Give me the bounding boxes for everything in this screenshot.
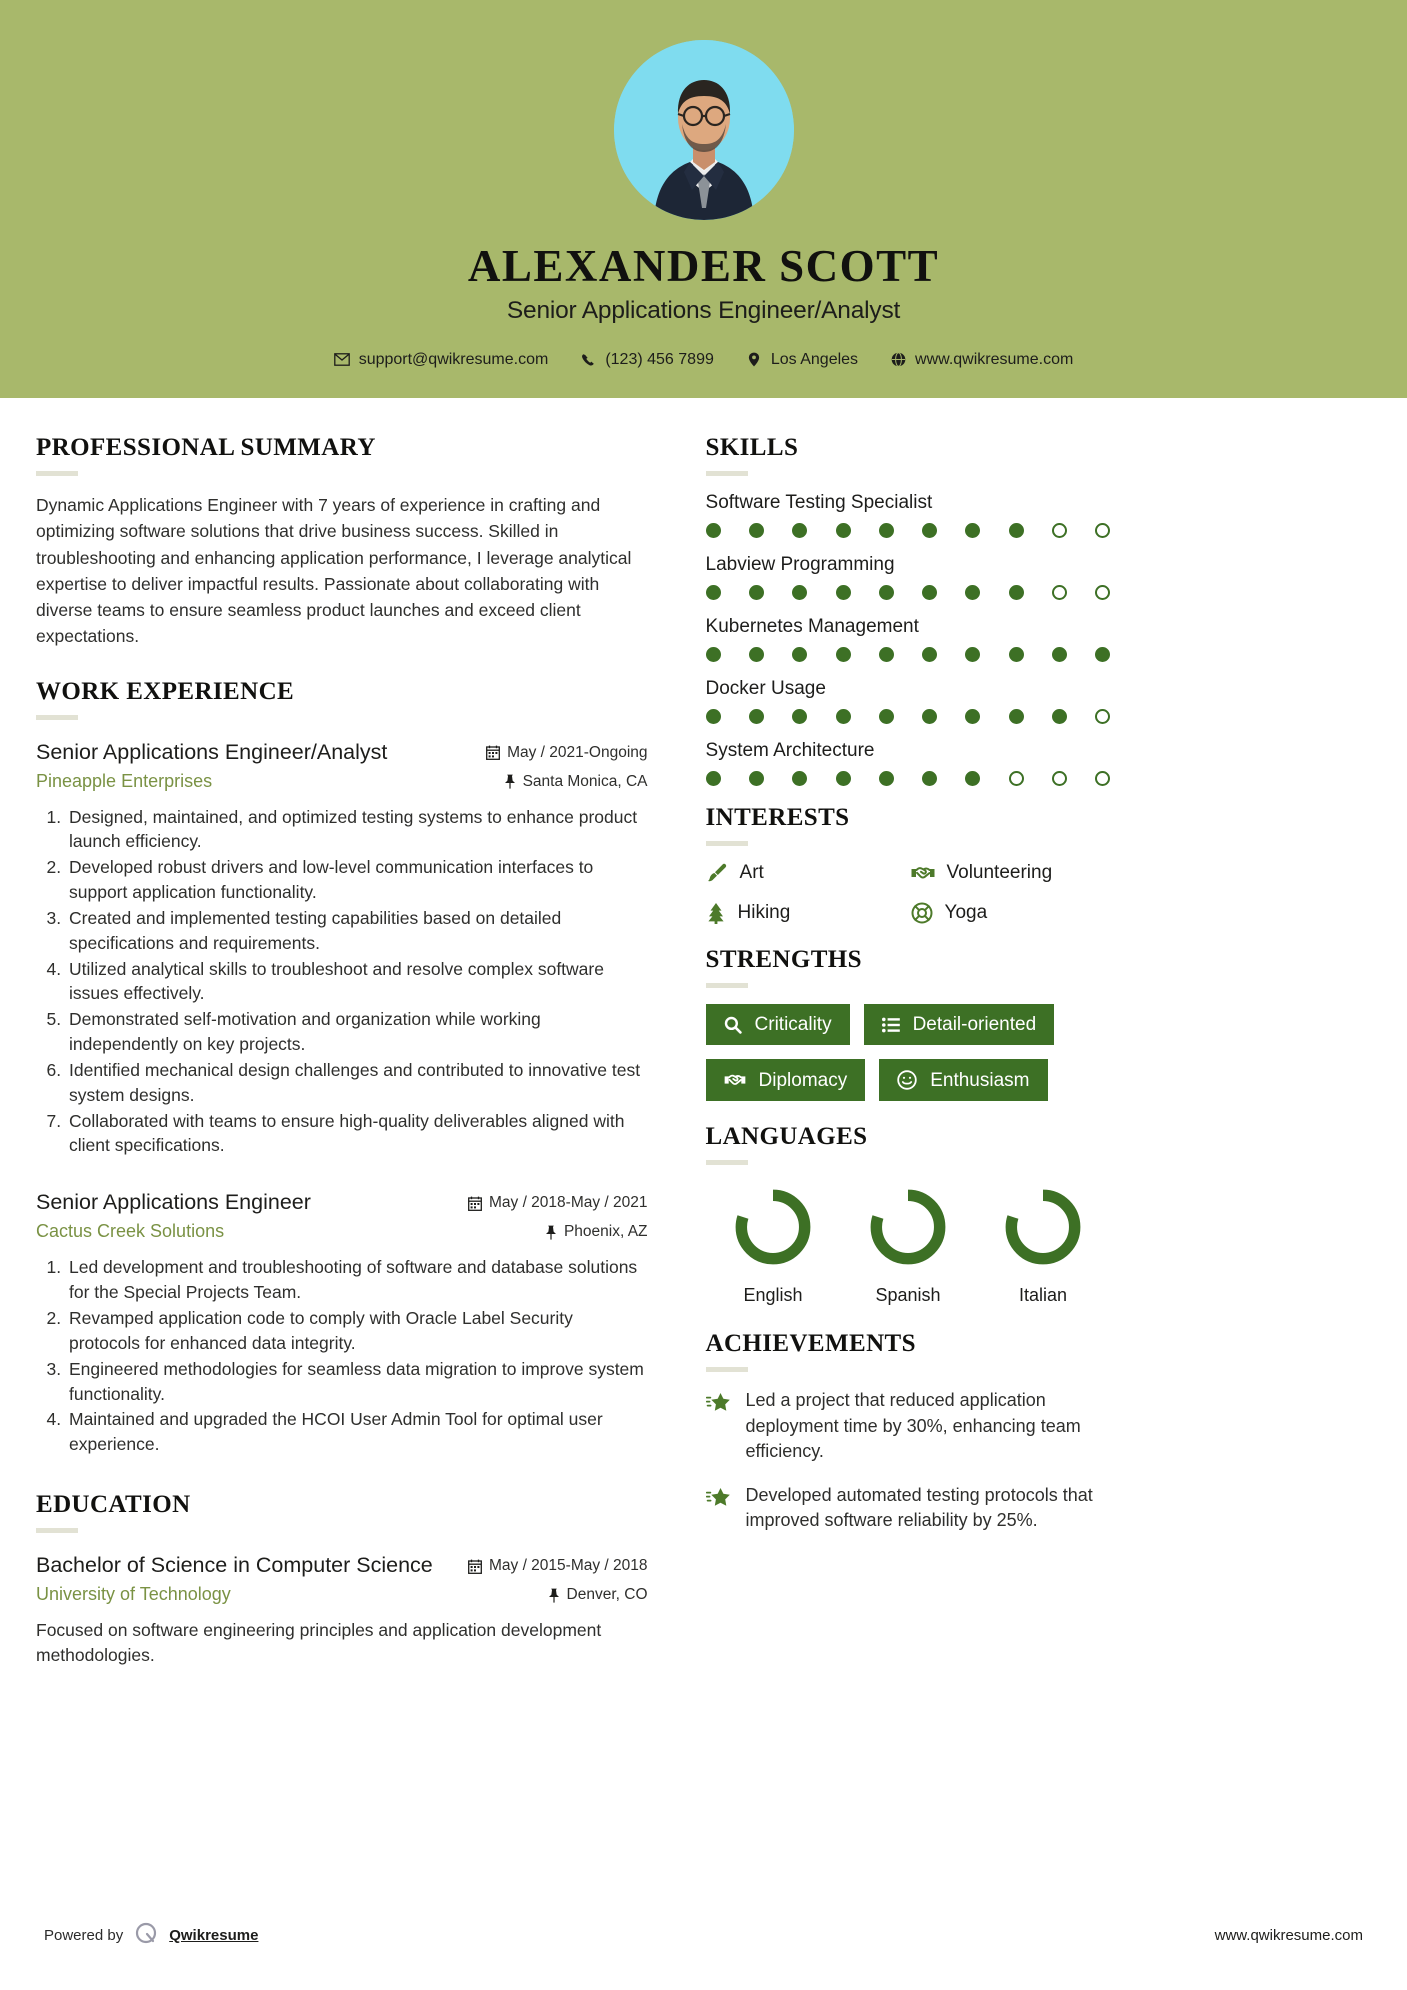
section-rule — [706, 841, 748, 846]
calendar-icon — [486, 745, 500, 760]
skill-dot-filled — [922, 647, 937, 662]
skill-dot-filled — [836, 585, 851, 600]
page-footer — [0, 1880, 1407, 1990]
section-education — [36, 1491, 648, 1669]
strength-label: Diplomacy — [758, 1069, 848, 1091]
work-organization: Pineapple Enterprises — [36, 770, 213, 791]
skill-dot-empty — [1095, 523, 1110, 538]
skill-dot-filled — [706, 771, 721, 786]
work-dates — [486, 744, 647, 762]
skill-dot-filled — [749, 709, 764, 724]
skill-dot-filled — [1095, 647, 1110, 662]
summary-text: Dynamic Applications Engineer with 7 years of experience in crafting and optimizing software solutions that drive business success. Skilled in troubleshooting and enhancing application performance, I leverage analytical expertise to deliver impactful results. Passionate about collaborating with diverse teams to ensure seamless product launches and exceed client expectations. — [36, 495, 632, 647]
skill-dot-filled — [749, 771, 764, 786]
skill-dot-filled — [879, 585, 894, 600]
skill-dot-filled — [1009, 647, 1024, 662]
languages-list — [706, 1183, 1371, 1306]
strength-label: Detail-oriented — [912, 1014, 1037, 1035]
skill-dot-empty — [1095, 771, 1110, 786]
language-progress-ring — [864, 1183, 952, 1271]
skill-dot-filled — [1052, 709, 1067, 724]
skill-name: Docker Usage — [705, 678, 826, 699]
skill-rating — [706, 585, 1111, 600]
skill-rating — [706, 647, 1111, 662]
skill-dot-filled — [879, 771, 894, 786]
section-professional-summary — [36, 434, 648, 650]
skill-dot-filled — [879, 523, 894, 538]
right-column — [672, 398, 1371, 1669]
bullet-item: 6. Identified mechanical design challenges and contributed to innovative test system designs. — [66, 1058, 648, 1108]
skill-item — [706, 740, 1371, 786]
bullet-item: 1. Designed, maintained, and optimized testing systems to enhance product launch efficiency. — [66, 805, 648, 855]
handshake-icon — [911, 863, 935, 883]
skill-dot-filled — [836, 771, 851, 786]
achievement-text: Led a project that reduced application deployment time by 30%, enhancing team efficiency. — [745, 1390, 1081, 1462]
pushpin-icon — [545, 1225, 557, 1240]
section-interests — [706, 804, 1371, 924]
calendar-icon — [468, 1559, 482, 1574]
section-title-work: WORK EXPERIENCE — [36, 677, 295, 705]
bullet-item: 2. Revamped application code to comply with Oracle Label Security protocols for enhanced data integrity. — [66, 1306, 648, 1356]
contact-website-text: www.qwikresume.com — [915, 350, 1074, 368]
skill-rating — [706, 771, 1111, 786]
section-title-skills: SKILLS — [705, 434, 799, 461]
education-entry — [36, 1551, 648, 1669]
tree-icon — [706, 902, 726, 924]
achievement-item — [706, 1483, 1371, 1534]
skill-dot-filled — [965, 647, 980, 662]
language-label: Spanish — [875, 1285, 941, 1305]
shooting-star-icon — [706, 1483, 732, 1508]
interest-item — [706, 862, 911, 884]
interest-label: Yoga — [944, 902, 988, 923]
skill-dot-filled — [965, 709, 980, 724]
work-location — [486, 773, 647, 791]
work-dates-text: May / 2018-May / 2021 — [488, 1194, 648, 1212]
bullet-item: 3. Created and implemented testing capabilities based on detailed specifications and requirements. — [66, 906, 648, 956]
contact-location[interactable] — [746, 351, 858, 369]
contact-bar — [318, 351, 1090, 369]
work-dates-text: May / 2021-Ongoing — [507, 743, 648, 761]
work-location-text: Phoenix, AZ — [563, 1223, 648, 1241]
contact-email[interactable] — [334, 351, 549, 369]
skill-dot-filled — [792, 771, 807, 786]
skill-rating — [706, 523, 1111, 538]
powered-by-label: Powered by — [44, 1926, 124, 1944]
left-column — [36, 398, 672, 1669]
pushpin-icon — [548, 1588, 560, 1603]
strength-chip-enthusiasm[interactable] — [879, 1059, 1047, 1101]
section-strengths — [706, 946, 1371, 1101]
section-rule — [706, 983, 748, 988]
strength-label: Criticality — [754, 1014, 832, 1035]
language-item — [841, 1183, 976, 1306]
skill-dot-filled — [792, 647, 807, 662]
achievement-text: Developed automated testing protocols that improved software reliability by 25%. — [745, 1484, 1093, 1531]
bullet-item: 4. Utilized analytical skills to troubleshoot and resolve complex software issues effectively. — [66, 957, 648, 1007]
section-achievements — [706, 1330, 1371, 1534]
skill-name: System Architecture — [705, 740, 875, 761]
section-title-summary: PROFESSIONAL SUMMARY — [36, 434, 376, 461]
strengths-list — [706, 1004, 1126, 1101]
shooting-star-icon — [706, 1388, 732, 1413]
language-label: Italian — [1018, 1285, 1068, 1305]
bullet-item: 7. Collaborated with teams to ensure high-quality deliverables aligned with client specifications. — [66, 1109, 648, 1159]
skill-dot-filled — [1009, 523, 1024, 538]
section-rule — [36, 1528, 78, 1533]
skill-dot-filled — [836, 523, 851, 538]
location-pin-icon — [746, 352, 762, 368]
resume-header — [0, 0, 1407, 398]
work-role: Senior Applications Engineer/Analyst — [36, 739, 388, 764]
achievement-item — [706, 1388, 1371, 1465]
contact-website[interactable] — [890, 351, 1073, 369]
section-rule — [36, 715, 78, 720]
language-progress-ring — [729, 1183, 817, 1271]
interest-item — [706, 902, 911, 924]
skill-dot-filled — [706, 523, 721, 538]
education-school: University of Technology — [36, 1584, 231, 1605]
skill-dot-filled — [922, 585, 937, 600]
skill-item — [706, 678, 1371, 724]
interest-label: Volunteering — [946, 862, 1053, 883]
work-bullets — [36, 805, 648, 1159]
powered-by — [44, 1921, 258, 1949]
education-dates-text: May / 2015-May / 2018 — [488, 1557, 648, 1575]
strength-chip-diplomacy[interactable] — [706, 1059, 866, 1101]
phone-icon — [580, 352, 596, 368]
interest-item — [911, 902, 1371, 924]
skill-dot-filled — [1009, 585, 1024, 600]
bullet-item: 1. Led development and troubleshooting of software and database solutions for the Special Projects Team. — [66, 1255, 648, 1305]
strength-label: Enthusiasm — [930, 1069, 1030, 1091]
skill-dot-filled — [749, 585, 764, 600]
section-title-strengths: STRENGTHS — [705, 946, 862, 973]
lifebuoy-icon — [911, 902, 933, 924]
bullet-item: 5. Demonstrated self-motivation and organization while working independently on key projects. — [66, 1007, 648, 1057]
resume-body — [0, 398, 1407, 1669]
pushpin-icon — [504, 774, 516, 789]
section-rule — [706, 471, 748, 476]
skill-dot-filled — [706, 709, 721, 724]
skill-dot-empty — [1095, 709, 1110, 724]
skill-dot-filled — [1009, 709, 1024, 724]
section-work-experience — [36, 678, 648, 1458]
skill-dot-empty — [1052, 523, 1067, 538]
work-dates — [468, 1194, 648, 1212]
work-location — [468, 1223, 648, 1241]
work-organization: Cactus Creek Solutions — [36, 1221, 225, 1242]
section-title-education: EDUCATION — [36, 1491, 191, 1519]
skill-dot-filled — [1052, 647, 1067, 662]
interest-label: Art — [739, 862, 764, 883]
bullet-item: 2. Developed robust drivers and low-level communication interfaces to support application functionality. — [66, 855, 648, 905]
language-progress-ring — [999, 1183, 1087, 1271]
skill-dot-filled — [965, 771, 980, 786]
skill-dot-filled — [792, 709, 807, 724]
skill-dot-filled — [792, 523, 807, 538]
interest-label: Hiking — [737, 902, 791, 923]
handshake-icon — [724, 1071, 746, 1089]
education-location-text: Denver, CO — [566, 1586, 648, 1604]
skill-dot-filled — [879, 709, 894, 724]
language-item — [706, 1183, 841, 1306]
work-bullets — [36, 1255, 648, 1457]
work-entry — [36, 1188, 648, 1457]
list-icon — [882, 1017, 900, 1033]
skill-dot-filled — [965, 585, 980, 600]
skill-dot-filled — [965, 523, 980, 538]
strength-chip-criticality[interactable] — [706, 1004, 850, 1045]
strength-chip-detail-oriented[interactable] — [864, 1004, 1055, 1045]
section-rule — [706, 1160, 748, 1165]
avatar — [614, 40, 794, 220]
work-location-text: Santa Monica, CA — [522, 772, 648, 790]
education-location — [468, 1586, 648, 1604]
language-label: English — [743, 1285, 803, 1305]
skill-name: Software Testing Specialist — [705, 492, 933, 513]
calendar-icon — [468, 1196, 482, 1211]
skill-name: Kubernetes Management — [705, 616, 919, 637]
footer-url[interactable]: www.qwikresume.com — [1214, 1926, 1363, 1944]
section-title-interests: INTERESTS — [705, 804, 850, 831]
skill-rating — [706, 709, 1111, 724]
interest-item — [911, 862, 1371, 884]
magnifier-icon — [724, 1016, 742, 1034]
smiley-icon — [897, 1070, 917, 1090]
section-rule — [36, 471, 78, 476]
skill-item — [706, 554, 1371, 600]
skill-dot-filled — [922, 523, 937, 538]
envelope-icon — [334, 352, 350, 368]
skill-dot-filled — [706, 647, 721, 662]
skill-dot-empty — [1009, 771, 1024, 786]
contact-location-text: Los Angeles — [770, 350, 859, 368]
education-description: Focused on software engineering principles and application development methodologies. — [36, 1620, 602, 1666]
language-item — [976, 1183, 1111, 1306]
skill-item — [706, 492, 1371, 538]
skill-dot-filled — [706, 585, 721, 600]
contact-phone[interactable] — [580, 351, 714, 369]
brand-link[interactable]: Qwikresume — [169, 1926, 259, 1944]
globe-icon — [890, 352, 906, 368]
education-degree: Bachelor of Science in Computer Science — [36, 1553, 433, 1578]
work-role: Senior Applications Engineer — [36, 1190, 311, 1215]
skill-dot-filled — [879, 647, 894, 662]
education-dates — [468, 1557, 648, 1575]
interests-grid — [706, 862, 1371, 924]
skill-dot-filled — [922, 709, 937, 724]
work-entry — [36, 738, 648, 1159]
contact-email-text: support@qwikresume.com — [358, 350, 549, 368]
skill-name: Labview Programming — [705, 554, 895, 575]
skill-dot-empty — [1095, 585, 1110, 600]
bullet-item: 4. Maintained and upgraded the HCOI User Admin Tool for optimal user experience. — [66, 1407, 648, 1457]
skill-item — [706, 616, 1371, 662]
qwikresume-logo-icon — [134, 1921, 158, 1949]
skill-dot-filled — [836, 647, 851, 662]
skill-dot-empty — [1052, 771, 1067, 786]
skill-dot-filled — [922, 771, 937, 786]
section-languages — [706, 1123, 1371, 1306]
bullet-item: 3. Engineered methodologies for seamless data migration to improve system functionality. — [66, 1357, 648, 1407]
candidate-job-title: Senior Applications Engineer/Analyst — [506, 296, 901, 324]
skill-dot-empty — [1052, 585, 1067, 600]
skill-dot-filled — [749, 523, 764, 538]
section-rule — [706, 1367, 748, 1372]
section-title-languages: LANGUAGES — [705, 1123, 868, 1150]
skill-dot-filled — [836, 709, 851, 724]
paintbrush-icon — [706, 862, 728, 884]
section-title-achievements: ACHIEVEMENTS — [705, 1330, 916, 1357]
skill-dot-filled — [792, 585, 807, 600]
skill-dot-filled — [749, 647, 764, 662]
contact-phone-text: (123) 456 7899 — [605, 350, 714, 368]
section-skills — [706, 434, 1371, 786]
candidate-name: ALEXANDER SCOTT — [467, 241, 940, 291]
